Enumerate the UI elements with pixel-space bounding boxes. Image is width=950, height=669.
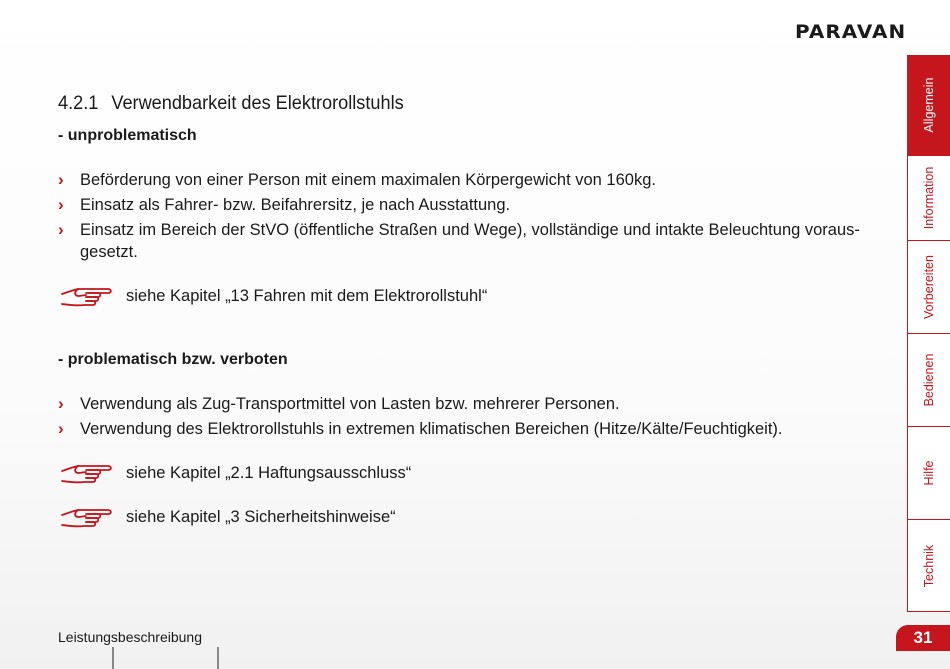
- list-item-text: Einsatz als Fahrer- bzw. Beifahrersitz, je nach Ausstattung.: [80, 196, 511, 214]
- tab-information[interactable]: [907, 156, 950, 241]
- list-item-text: Einsatz im Bereich der StVO (öffentliche Straßen und Wege), vollständige und intakte Beleuchtung voraus-gesetzt.: [80, 221, 860, 261]
- reference-text[interactable]: siehe Kapitel „13 Fahren mit dem Elektrorollstuhl“: [126, 287, 488, 305]
- chevron-right-icon: ›: [58, 170, 64, 189]
- pointing-hand-icon: [60, 284, 114, 314]
- footer-divider: [112, 647, 114, 669]
- tab-bedienen[interactable]: [907, 334, 950, 427]
- tab-label: Vorbereiten: [922, 255, 936, 319]
- section-title: Verwendbarkeit des Elektrorollstuhls: [111, 92, 404, 114]
- reference-chapter-13[interactable]: [60, 284, 660, 314]
- chevron-right-icon: ›: [58, 220, 64, 239]
- tab-technik[interactable]: [907, 520, 950, 612]
- chevron-right-icon: ›: [58, 195, 64, 214]
- list-item: [58, 418, 893, 440]
- footer-divider: [217, 647, 219, 669]
- tab-allgemein[interactable]: [907, 55, 950, 156]
- tab-vorbereiten[interactable]: [907, 241, 950, 334]
- chevron-right-icon: ›: [58, 394, 64, 413]
- pointing-hand-icon: [60, 461, 114, 491]
- list-item-text: Verwendung des Elektrorollstuhls in extremen klimatischen Bereichen (Hitze/Kälte/Feuchtigkeit).: [80, 420, 783, 438]
- problematic-list: [58, 393, 893, 443]
- pointing-hand-icon: [60, 505, 114, 535]
- list-item: [58, 169, 893, 191]
- footer-document-title: Leistungsbeschreibung: [58, 629, 202, 645]
- list-item: [58, 219, 893, 263]
- list-item-text: Beförderung von einer Person mit einem maximalen Körpergewicht von 160kg.: [80, 171, 656, 189]
- section-number: 4.2.1: [58, 92, 99, 114]
- unproblematic-heading: - unproblematisch: [58, 127, 197, 144]
- tab-label: Hilfe: [922, 460, 936, 486]
- chevron-right-icon: ›: [58, 419, 64, 438]
- list-item: [58, 194, 893, 216]
- reference-chapter-2-1[interactable]: [60, 461, 660, 491]
- reference-text[interactable]: siehe Kapitel „3 Sicherheitshinweise“: [126, 508, 396, 526]
- problematic-heading: - problematisch bzw. verboten: [58, 351, 288, 368]
- tab-label: Information: [922, 166, 936, 230]
- paravan-logo: PARAVAN: [795, 21, 907, 43]
- reference-chapter-3[interactable]: [60, 505, 660, 535]
- tab-label: Bedienen: [922, 353, 936, 407]
- tab-hilfe[interactable]: [907, 427, 950, 520]
- tab-label: Technik: [922, 544, 936, 587]
- chapter-sidebar: [907, 55, 950, 612]
- list-item: [58, 393, 893, 415]
- tab-label: Allgemein: [922, 77, 936, 133]
- unproblematic-list: [58, 169, 893, 266]
- list-item-text: Verwendung als Zug-Transportmittel von Lasten bzw. mehrerer Personen.: [80, 395, 620, 413]
- reference-text[interactable]: siehe Kapitel „2.1 Haftungsausschluss“: [126, 464, 412, 482]
- section-heading: [58, 92, 404, 115]
- page-number: 31: [896, 625, 950, 651]
